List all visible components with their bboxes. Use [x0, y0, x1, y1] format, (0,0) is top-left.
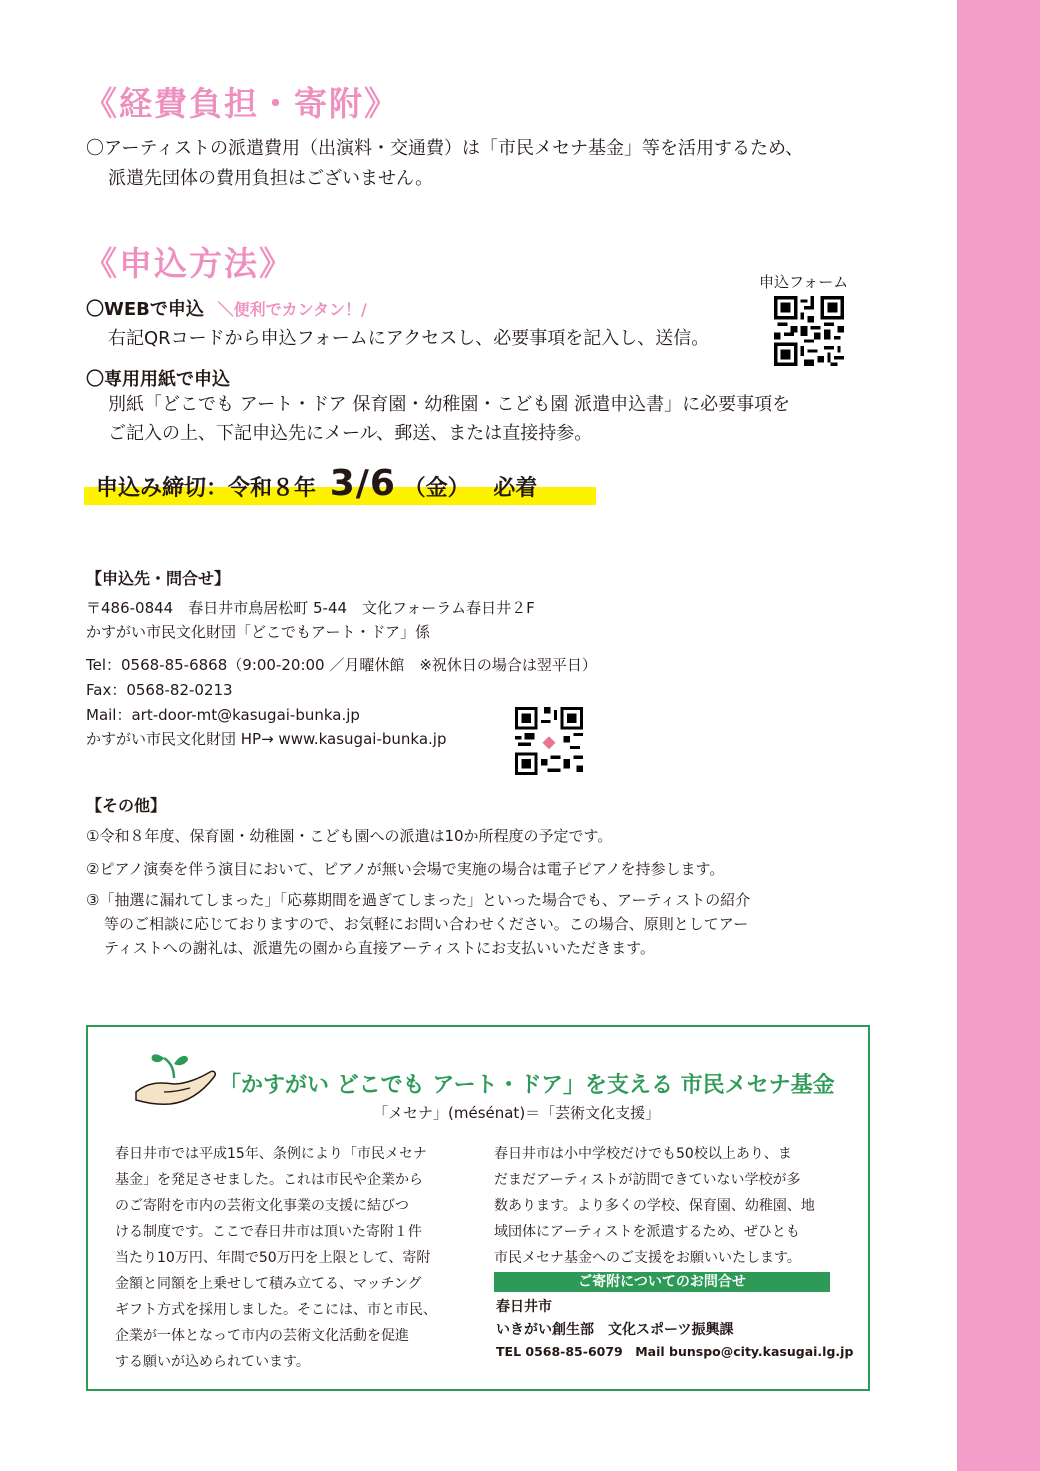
qr-label: 申込フォーム: [759, 273, 849, 291]
mecenat-title: 「かすがい どこでも アート・ドア」を支える 市民メセナ基金: [219, 1073, 835, 1098]
mecenat-left-line: 基金」を発足させました。これは市民や企業から: [115, 1172, 423, 1188]
mecenat-right-line: 域団体にアーティストを派遣するため、ぜひとも: [494, 1224, 800, 1240]
deadline-label: 申込み締切：令和８年: [96, 476, 317, 501]
mecenat-right-line: 市民メセナ基金へのご支援をお願いいたします。: [494, 1250, 801, 1266]
other-item-3-line2: 等のご相談に応じておりますので、お気軽にお問い合わせください。この場合、原則としてアー: [104, 915, 749, 933]
other-heading: 【その他】: [86, 796, 167, 815]
mecenat-left-line: 春日井市では平成15年、条例により「市民メセナ: [115, 1146, 427, 1162]
pink-sidebar: [957, 0, 1040, 1471]
contact-homepage[interactable]: かすがい市民文化財団 HP→ www.kasugai-bunka.jp: [86, 730, 447, 748]
mecenat-right-line: だまだアーティストが訪問できていない学校が多: [494, 1172, 801, 1188]
foundation-website-qr-code[interactable]: [515, 707, 583, 775]
contact-mail[interactable]: Mail：art-door-mt@kasugai-bunka.jp: [86, 706, 360, 724]
mecenat-left-line: のご寄附を市内の芸術文化事業の支援に結びつ: [115, 1198, 409, 1214]
mecenat-left-line: する願いが込められています。: [115, 1354, 310, 1370]
application-form-qr-code[interactable]: [774, 296, 844, 366]
mecenat-right-line: 数あります。より多くの学校、保育園、幼稚園、地: [494, 1198, 815, 1214]
donation-contact-city: 春日井市: [496, 1299, 552, 1315]
cost-text-line2: 派遣先団体の費用負担はございません。: [108, 168, 434, 189]
paper-apply-line1: 別紙「どこでも アート・ドア 保育園・幼稚園・こども園 派遣申込書」に必要事項を: [108, 394, 791, 415]
donation-contact-dept: いきがい創生部 文化スポーツ振興課: [496, 1322, 734, 1338]
mecenat-left-line: ける制度です。ここで春日井市は頂いた寄附１件: [115, 1224, 422, 1240]
deadline-suffix: 必着: [493, 476, 538, 501]
mecenat-right-line: 春日井市は小中学校だけでも50校以上あり、ま: [494, 1146, 792, 1162]
contact-tel: Tel：0568-85-6868（9:00-20:00 ／月曜休館 ※祝休日の場合は翌平日）: [86, 656, 597, 674]
web-apply-tag: ＼便利でカンタン！/: [217, 300, 367, 319]
donation-contact-tel-mail[interactable]: TEL 0568-85-6079 Mail bunspo@city.kasugai.lg.jp: [496, 1344, 854, 1359]
sprout-hand-icon: [134, 1048, 218, 1112]
web-apply-title: 〇WEBで申込: [86, 299, 204, 320]
mecenat-left-column: [115, 1141, 437, 1375]
other-item-1: ①令和８年度、保育園・幼稚園・こども園への派遣は10か所程度の予定です。: [86, 827, 613, 845]
paper-apply-line2: ご記入の上、下記申込先にメール、郵送、または直接持参。: [108, 423, 593, 444]
deadline-text: [96, 463, 537, 504]
paper-apply-title: 〇専用用紙で申込: [86, 369, 230, 390]
deadline-day: （金）: [403, 476, 470, 501]
contact-address: 〒486-0844 春日井市鳥居松町 5-44 文化フォーラム春日井２F: [86, 599, 535, 617]
contact-org: かすがい市民文化財団「どこでもアート・ドア」係: [86, 623, 431, 641]
web-apply-title-row: [86, 295, 367, 325]
mecenat-left-line: ギフト方式を採用しました。そこには、市と市民、: [115, 1302, 437, 1318]
section-heading-cost: 《経費負担・寄附》: [84, 84, 399, 123]
donation-inquiry-bar: ご寄附についてのお問合せ: [494, 1272, 830, 1292]
mecenat-left-line: 企業が一体となって市内の芸術文化活動を促進: [115, 1328, 409, 1344]
section-heading-apply: 《申込方法》: [84, 244, 294, 283]
mecenat-right-column: [494, 1141, 815, 1271]
mecenat-subtitle: 「メセナ」(mésénat)＝「芸術文化支援」: [373, 1104, 661, 1122]
other-item-3-line3: ティストへの謝礼は、派遣先の園から直接アーティストにお支払いいただきます。: [104, 939, 655, 957]
cost-text-line1: 〇アーティストの派遣費用（出演料・交通費）は「市民メセナ基金」等を活用するため、: [86, 138, 804, 159]
mecenat-left-line: 金額と同額を上乗せして積み立てる、マッチング: [115, 1276, 422, 1292]
web-apply-text: 右記QRコードから申込フォームにアクセスし、必要事項を記入し、送信。: [108, 328, 710, 349]
deadline-date: 3/6: [329, 463, 396, 504]
other-item-2: ②ピアノ演奏を伴う演目において、ピアノが無い会場で実施の場合は電子ピアノを持参します。: [86, 860, 725, 878]
contact-heading: 【申込先・問合せ】: [86, 569, 231, 588]
other-item-3-line1: ③「抽選に漏れてしまった」「応募期間を過ぎてしまった」といった場合でも、アーティストの紹介: [86, 891, 751, 909]
mecenat-left-line: 当たり10万円、年間で50万円を上限として、寄附: [115, 1250, 431, 1266]
contact-fax: Fax：0568-82-0213: [86, 681, 233, 699]
